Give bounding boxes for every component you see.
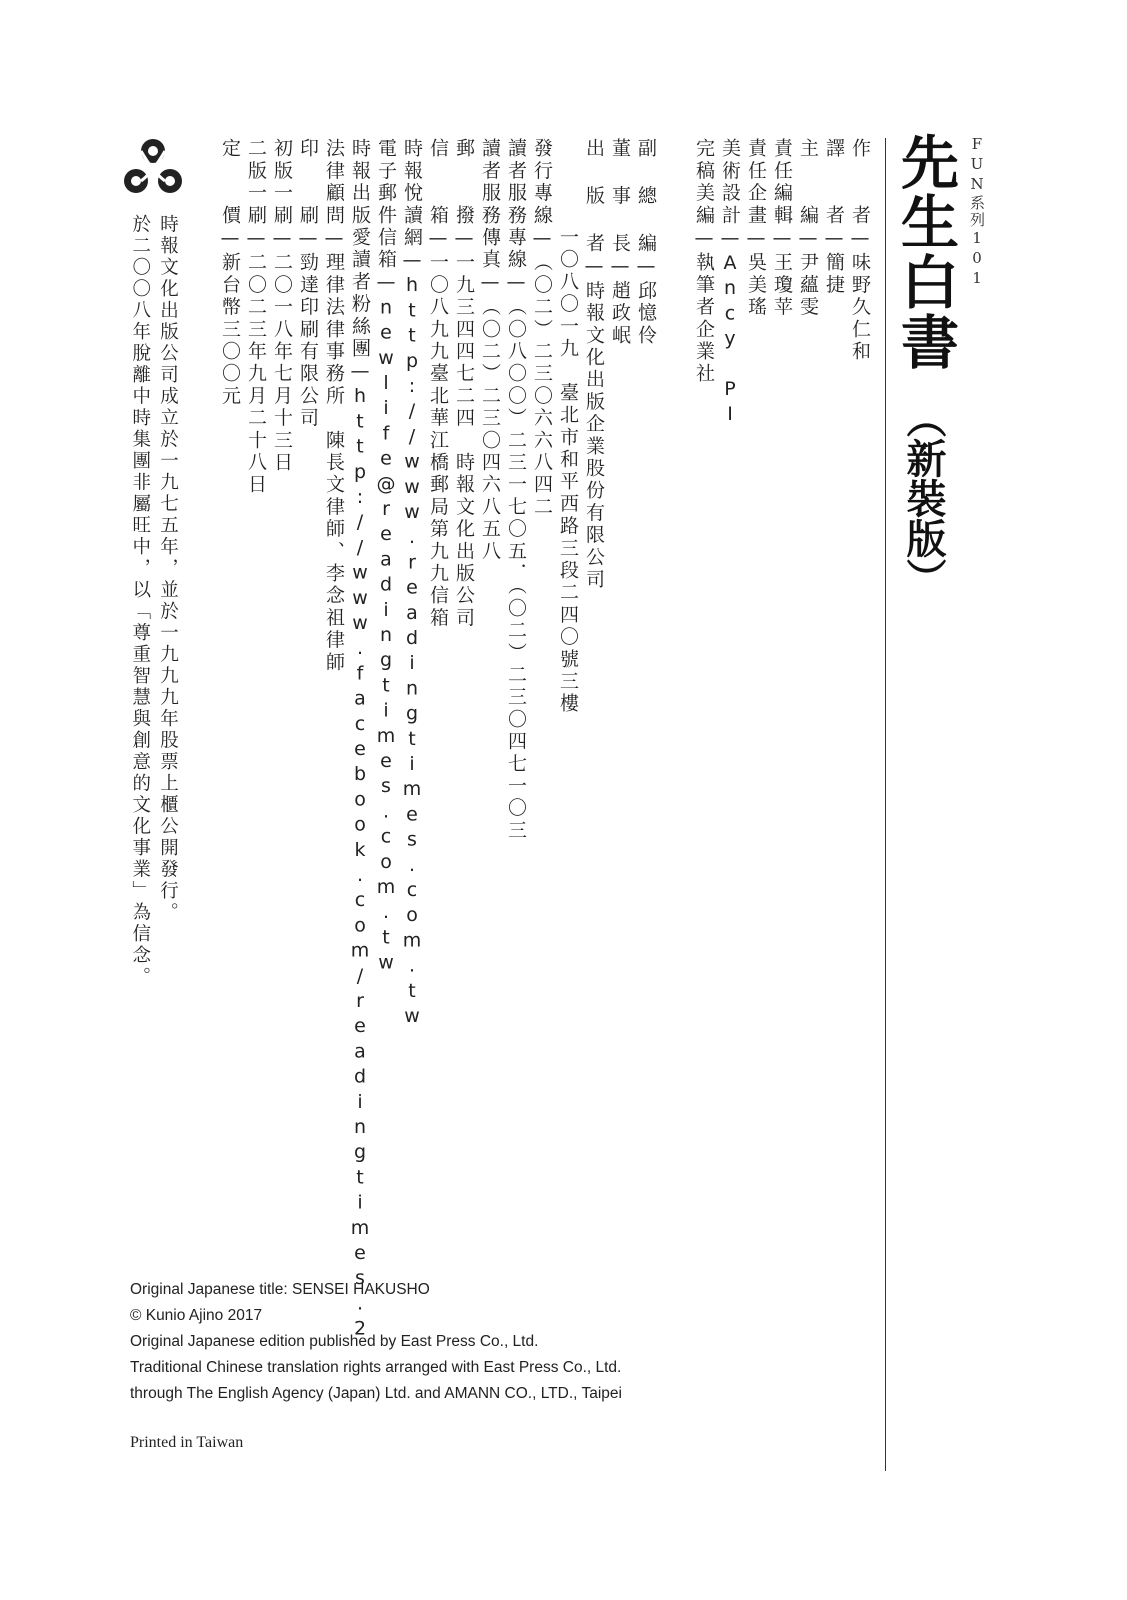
credit-service-fax: 讀者服務傳真—（〇二）二三〇四六八五八 [479,138,501,563]
copyright-line: through The English Agency (Japan) Ltd. and AMANN CO., LTD., Taipei [130,1385,622,1402]
credit-deputy-editor: 副 總 編—邱憶伶 [635,138,657,347]
credit-email: 電子郵件信箱—newlife@readingtimes.com.tw [375,138,397,977]
credit-hotline: 發行專線—（〇二）二三〇六六八四二 [531,138,553,519]
credit-second-print: 二版一刷—二〇二三年九月二十八日 [245,138,267,497]
credit-mailbox: 信 箱—一〇八九九臺北華江橋郵局第九九信箱 [427,138,449,630]
credit-price: 定 價—新台幣三〇〇元 [219,138,241,408]
copyright-line: Original Japanese title: SENSEI HAKUSHO [130,1281,430,1298]
credit-address: 一〇八〇一九 臺北市和平西路三段二四〇號三樓 [557,138,579,716]
credit-chairman: 董 事 長—趙政岷 [609,138,631,347]
credit-publisher: 出 版 者—時報文化出版企業股份有限公司 [583,138,605,591]
credit-layout: 完稿美編—執筆者企業社 [693,138,715,386]
publisher-logo-icon [123,138,183,198]
credit-editor: 責任編輯—王瓊苹 [771,138,793,319]
credit-printer: 印 刷—勁達印刷有限公司 [297,138,319,430]
series-label: FUN系列101 [968,135,986,289]
credit-legal: 法律顧問—理律法律事務所 陳長文律師、李念祖律師 [323,138,345,674]
book-title: 先生白書 [891,132,959,372]
publisher-note-line: 時報文化出版公司成立於一九七五年，並於一九九九年股票上櫃公開發行。 [157,214,179,924]
credit-translator: 譯 者—簡捷 [823,138,845,297]
copyright-line: © Kunio Ajino 2017 [130,1307,263,1324]
credit-author: 作 者—味野久仁和 [849,138,871,363]
publisher-note [126,214,182,988]
credit-service-line: 讀者服務專線—（〇八〇〇）二三一七〇五．（〇二）二三〇四七一〇三 [505,138,527,842]
credit-chief-editor: 主 編—尹蘊雯 [797,138,819,319]
credit-planner: 責任企畫—吳美瑤 [745,138,767,319]
credit-first-print: 初版一刷—二〇一八年七月十三日 [271,138,293,474]
credit-art-design: 美術設計—Ancy PI [719,138,741,429]
copyright-line: Original Japanese edition published by East Press Co., Ltd. [130,1333,539,1350]
copyright-block [130,1277,622,1407]
credits-spacer [658,138,690,998]
vertical-divider [885,138,886,1471]
copyright-line: Traditional Chinese translation rights arranged with East Press Co., Ltd. [130,1359,622,1376]
credit-postal-account: 郵 撥—一九三四四七二四 時報文化出版公司 [453,138,475,630]
credit-website: 時報悅讀網—http://www.readingtimes.com.tw [401,138,423,1031]
publisher-note-line: 於二〇〇八年脫離中時集團非屬旺中，以「尊重智慧與創意的文化事業」為信念。 [129,214,151,988]
credit-fanpage: 時報出版愛讀者粉絲團—http://www.facebook.com/readingtimes.2 [349,138,371,1343]
printed-in-label: Printed in Taiwan [130,1434,244,1451]
book-subtitle: （新裝版） [900,398,946,598]
